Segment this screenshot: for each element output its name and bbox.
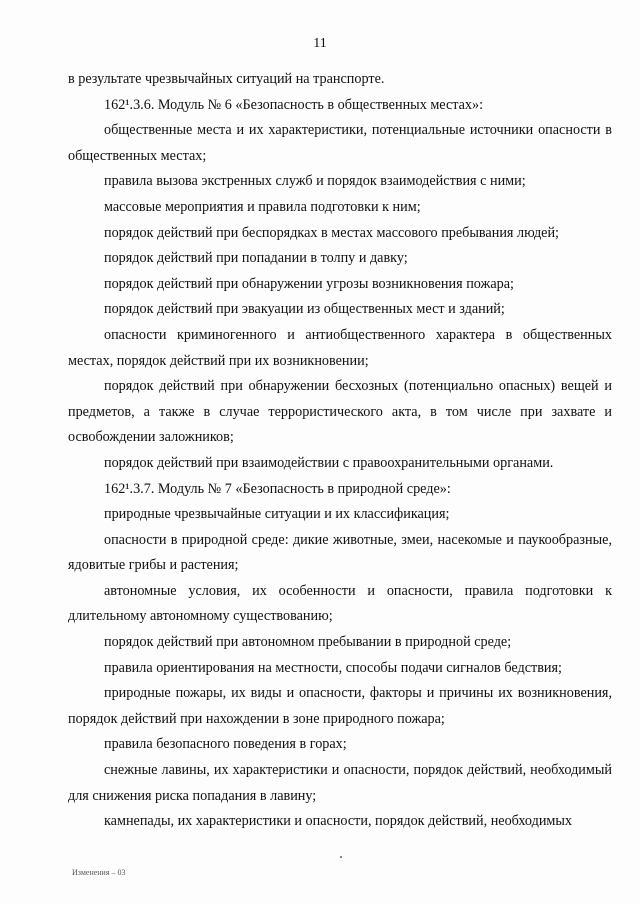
paragraph: снежные лавины, их характеристики и опасности, порядок действий, необходимый для снижения риска попадания в лавину; bbox=[68, 762, 612, 804]
paragraph: автономные условия, их особенности и опасности, правила подготовки к длительному автономному существованию; bbox=[68, 582, 612, 625]
paragraph: в результате чрезвычайных ситуаций на транспорте. bbox=[68, 71, 385, 87]
paragraph: порядок действий при обнаружении бесхозных (потенциально опасных) вещей и предметов, а также в случае террористического акта, в том числе при захвате и освобождении заложников; bbox=[68, 378, 612, 446]
paragraph: природные пожары, их виды и опасности, факторы и причины их возникновения, порядок действий при нахождении в зоне природного пожара; bbox=[68, 685, 612, 727]
paragraph: порядок действий при беспорядках в местах массового пребывания людей; bbox=[104, 224, 559, 241]
paragraph: порядок действий при автономном пребывании в природной среде; bbox=[104, 634, 512, 651]
paragraph: природные чрезвычайные ситуации и их классификация; bbox=[104, 506, 450, 523]
paragraph: порядок действий при взаимодействии с правоохранительными органами. bbox=[104, 454, 554, 471]
paragraph: опасности в природной среде: дикие животные, змеи, насекомые и паукообразные, ядовитые грибы и растения; bbox=[68, 531, 612, 574]
scan-speck bbox=[340, 856, 342, 858]
paragraph: порядок действий при эвакуации из общественных мест и зданий; bbox=[104, 301, 505, 318]
paragraph: порядок действий при попадании в толпу и давку; bbox=[104, 250, 408, 267]
section-heading-module-7: 162¹.3.7. Модуль № 7 «Безопасность в природной среде»: bbox=[104, 480, 451, 497]
section-heading-module-6: 162¹.3.6. Модуль № 6 «Безопасность в общественных местах»: bbox=[104, 96, 484, 113]
page-number: 11 bbox=[313, 36, 327, 51]
paragraph: камнепады, их характеристики и опасности, порядок действий, необходимых bbox=[104, 813, 573, 830]
paragraph: правила вызова экстренных служб и порядок взаимодействия с ними; bbox=[104, 173, 526, 190]
paragraph: массовые мероприятия и правила подготовки к ним; bbox=[104, 198, 421, 215]
page-footer: Изменения – 03 bbox=[72, 868, 126, 877]
paragraph: опасности криминогенного и антиобщественного характера в общественных местах, порядок действий при их возникновении; bbox=[68, 326, 612, 369]
paragraph: правила ориентирования на местности, способы подачи сигналов бедствия; bbox=[104, 659, 562, 676]
paragraph: порядок действий при обнаружении угрозы возникновения пожара; bbox=[104, 275, 514, 292]
document-body bbox=[68, 67, 612, 835]
paragraph: общественные места и их характеристики, потенциальные источники опасности в общественных местах; bbox=[68, 122, 612, 164]
paragraph: правила безопасного поведения в горах; bbox=[104, 736, 347, 753]
